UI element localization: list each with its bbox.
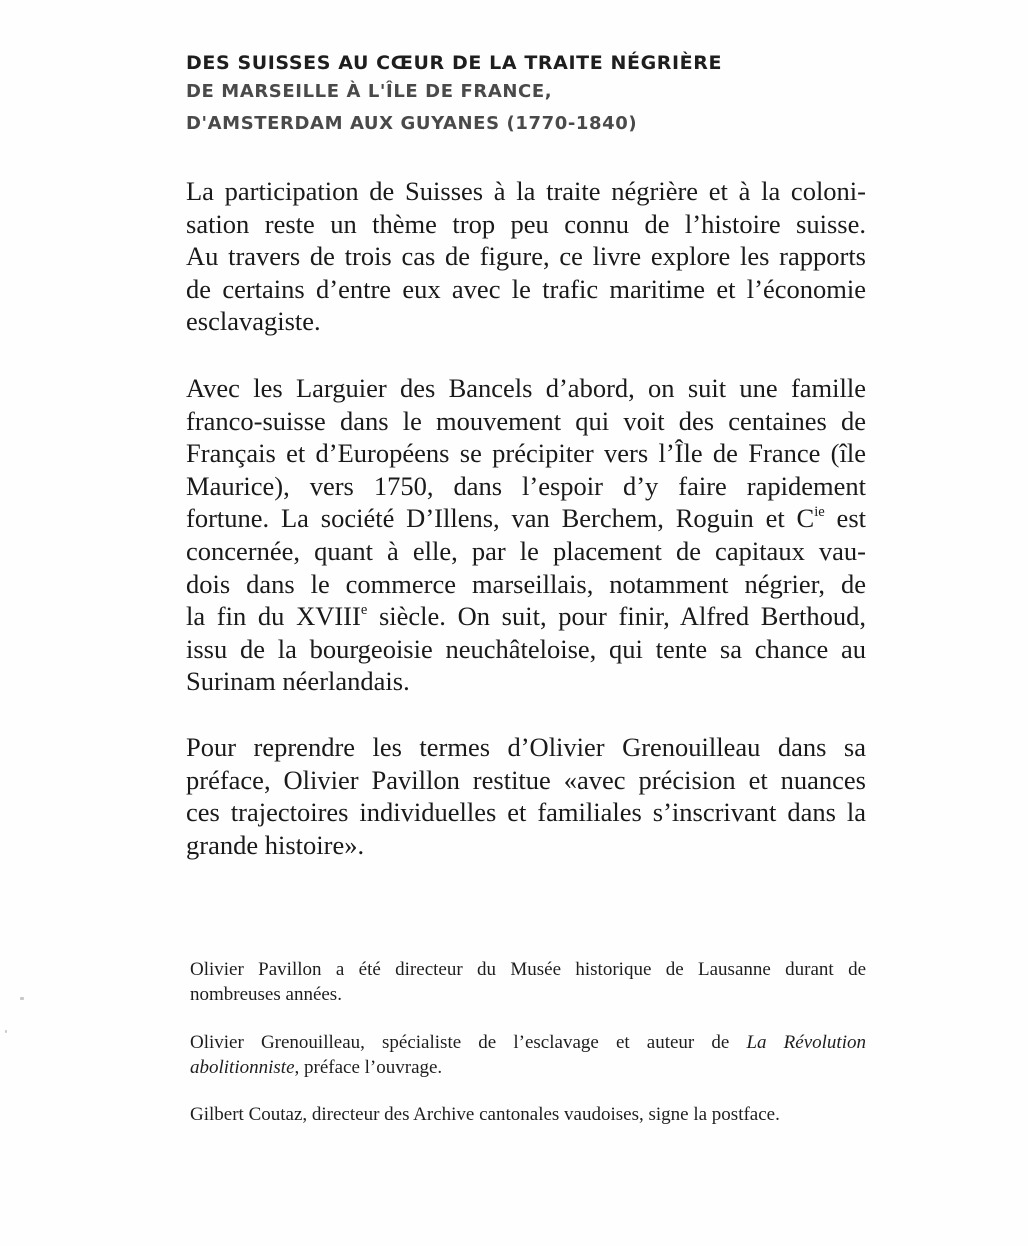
text-line: Pour reprendre les termes d’Olivier Grenouilleau dans sa	[186, 732, 866, 762]
text-segment: , préface l’ouvrage.	[294, 1057, 443, 1078]
text-line	[186, 502, 866, 535]
text-segment: est	[824, 503, 866, 534]
summary-paragraph-2	[186, 372, 866, 698]
scan-speck	[20, 997, 24, 1000]
text-line	[190, 1030, 866, 1055]
text-line: dois dans le commerce marseillais, notamment négrier, de	[186, 568, 866, 599]
text-line	[190, 1055, 866, 1080]
book-title-italic: abolitionniste	[190, 1057, 295, 1078]
text-line: préface, Olivier Pavillon restitue «avec précision et nuances	[186, 764, 866, 795]
summary-paragraph-3	[186, 731, 866, 861]
text-line: Au travers de trois cas de figure, ce livre explore les rapports	[186, 241, 866, 272]
title-block	[186, 50, 886, 140]
text-line: grande histoire».	[186, 829, 365, 860]
text-line: Français et d’Européens se précipiter vers l’Île de France (île	[186, 438, 866, 469]
text-line: sation reste un thème trop peu connu de l’histoire suisse.	[186, 208, 866, 239]
text-line: Maurice), vers 1750, dans l’espoir d’y faire rapidement	[186, 470, 866, 501]
author-bio	[190, 957, 866, 1007]
text-line: concernée, quant à elle, par le placement de capitaux vau-	[186, 535, 866, 566]
text-line: franco-suisse dans le mouvement qui voit des centaines de	[186, 405, 866, 436]
text-line: esclavagiste.	[186, 306, 321, 337]
text-line: nombreuses années.	[190, 984, 342, 1005]
text-line: issu de la bourgeoisie neuchâteloise, qui tente sa chance au	[186, 633, 866, 664]
text-segment: siècle. On suit, pour finir, Alfred Berthoud,	[367, 601, 866, 632]
text-line: Surinam néerlandais.	[186, 666, 410, 697]
text-segment: la fin du XVIII	[186, 601, 361, 632]
text-line	[186, 600, 866, 633]
book-subtitle-line-2: D'AMSTERDAM AUX GUYANES (1770-1840)	[186, 113, 638, 134]
text-line: Olivier Pavillon a été directeur du Musée historique de Lausanne durant de	[190, 959, 866, 980]
preface-author-bio	[190, 1030, 866, 1080]
summary-paragraph-1	[186, 175, 866, 338]
superscript: e	[360, 602, 368, 619]
text-segment: fortune. La société D’Illens, van Berchem, Roguin et C	[186, 503, 815, 534]
book-title: DES SUISSES AU CŒUR DE LA TRAITE NÉGRIÈRE	[186, 52, 723, 74]
text-line: Avec les Larguier des Bancels d’abord, on suit une famille	[186, 373, 866, 403]
scan-speck	[5, 1030, 7, 1033]
book-title-italic: La Révolution	[746, 1032, 866, 1053]
text-line: Gilbert Coutaz, directeur des Archive cantonales vaudoises, signe la postface.	[190, 1104, 780, 1125]
text-line: La participation de Suisses à la traite négrière et à la coloni-	[186, 176, 866, 206]
text-segment: Olivier Grenouilleau, spécialiste de l’esclavage et auteur de	[190, 1032, 747, 1053]
postface-author-bio	[190, 1102, 866, 1127]
superscript: ie	[814, 504, 825, 521]
book-subtitle-line-1: DE MARSEILLE À L'ÎLE DE FRANCE,	[186, 81, 553, 102]
text-line: ces trajectoires individuelles et familiales s’inscrivant dans la	[186, 797, 866, 828]
text-line: de certains d’entre eux avec le trafic maritime et l’économie	[186, 273, 866, 304]
